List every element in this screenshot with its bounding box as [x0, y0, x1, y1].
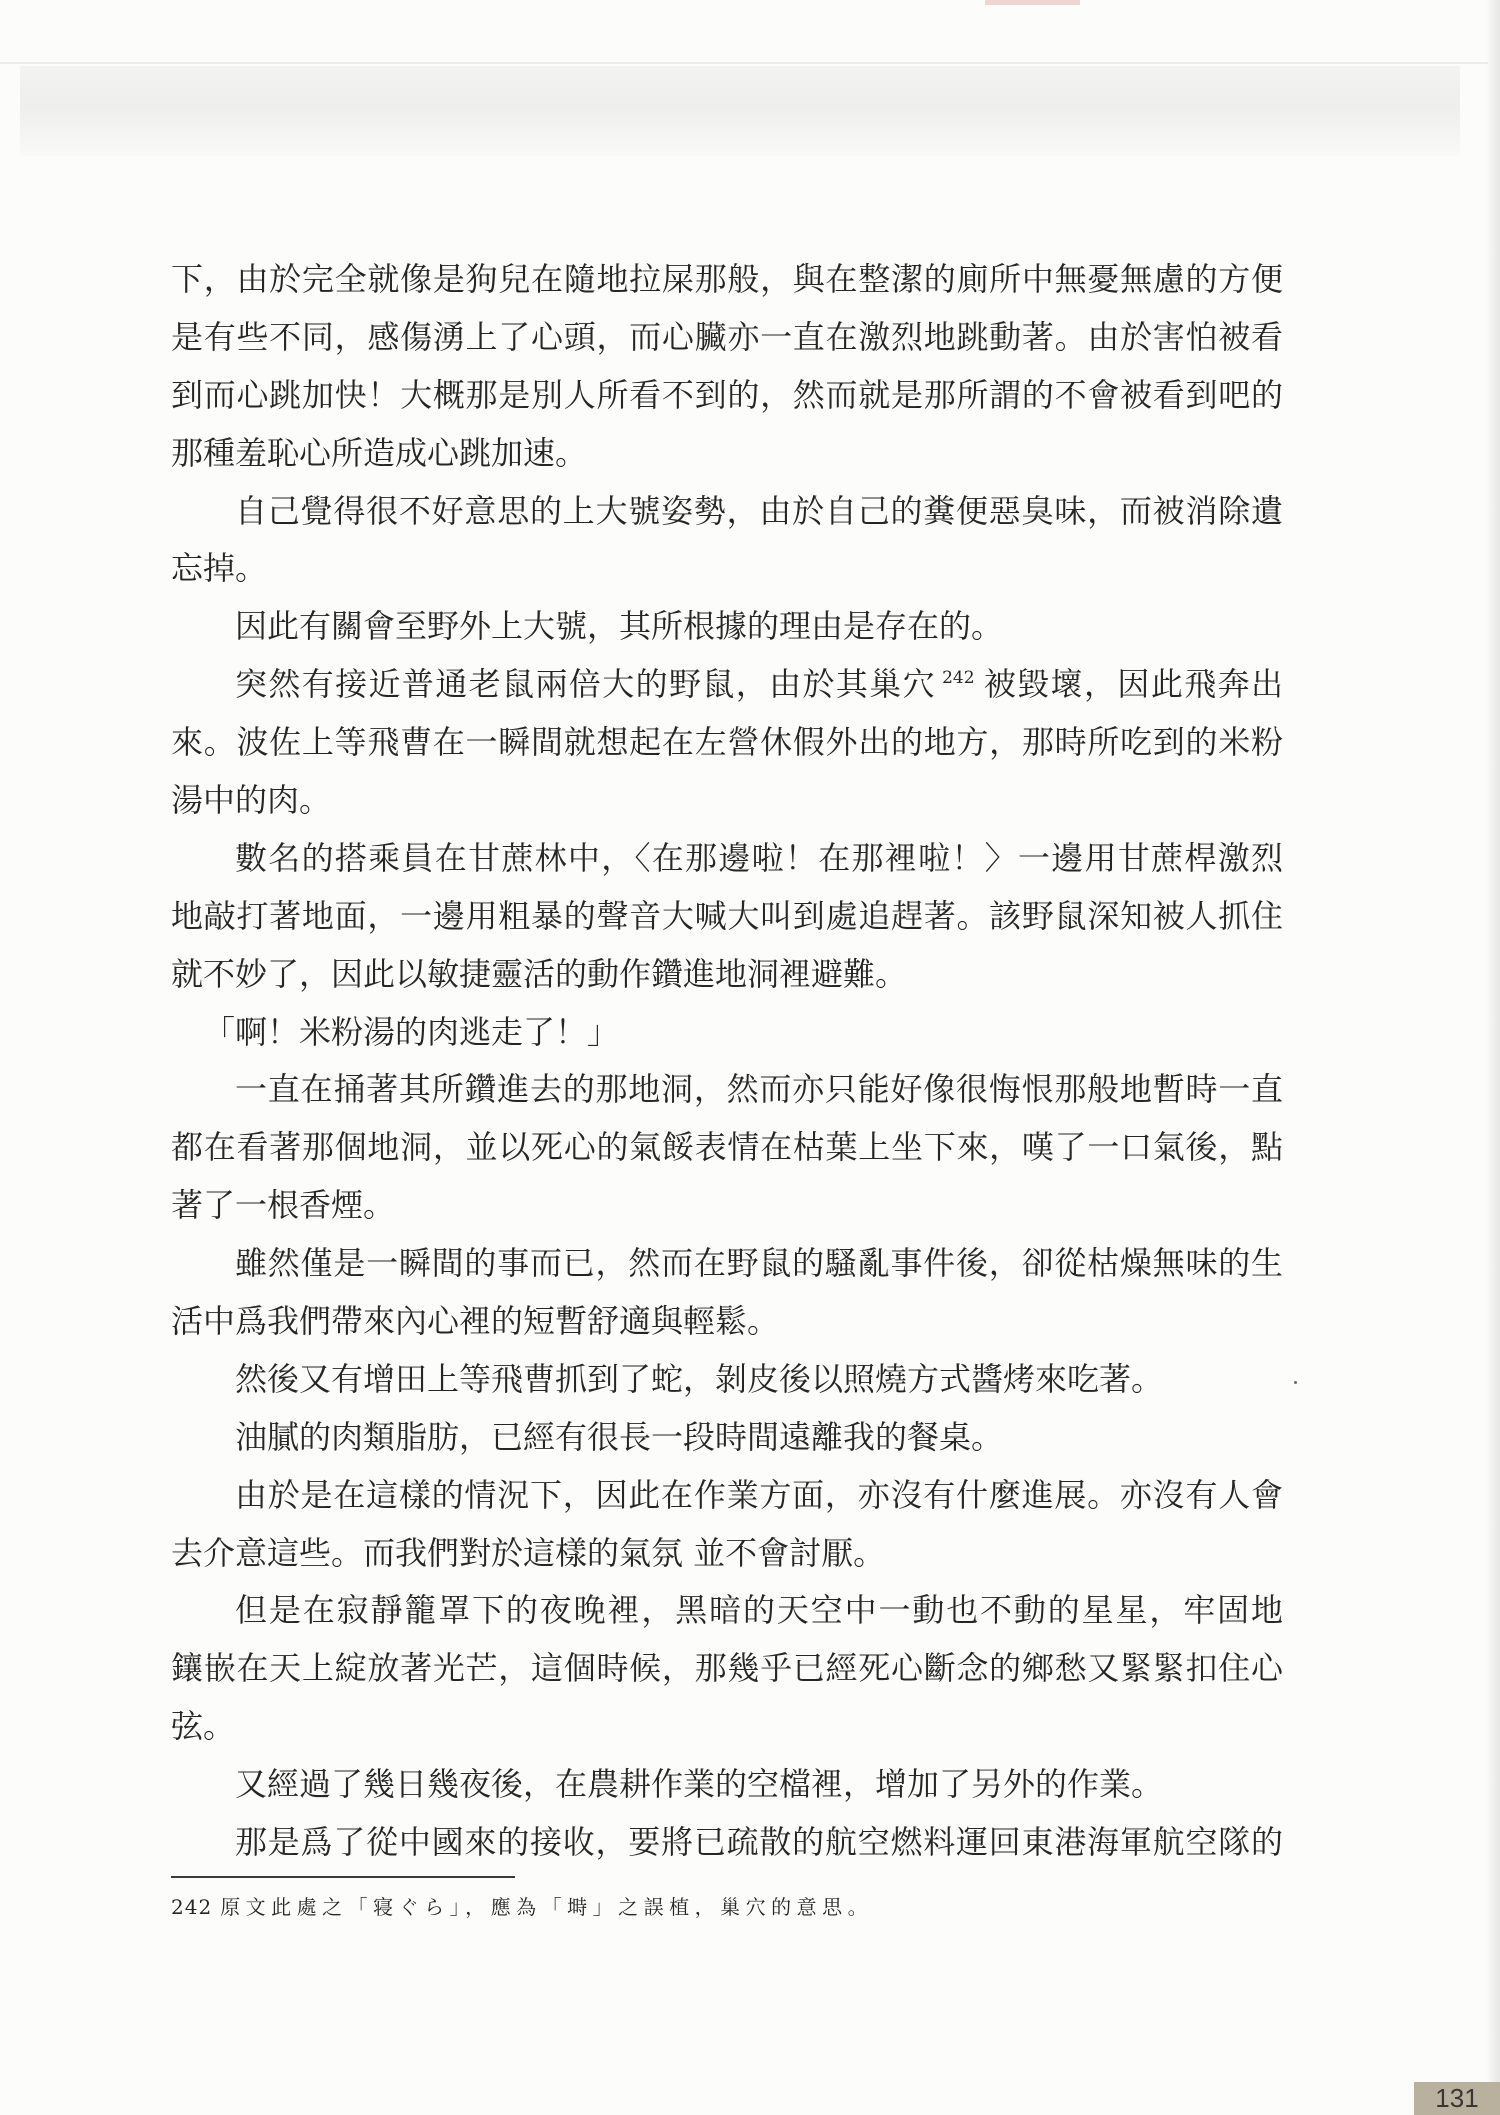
- paragraph: [171, 1814, 1283, 1872]
- text-line: 地敲打著地面，一邊用粗暴的聲音大喊大叫到處追趕著。該野鼠深知被人抓住: [171, 896, 1283, 935]
- paragraph: [171, 1409, 1283, 1467]
- footnote-divider: [171, 1876, 515, 1878]
- text-line: 湯中的肉。: [171, 781, 332, 820]
- paragraph: [171, 483, 1283, 599]
- text-line: 但是在寂靜籠罩下的夜晚裡，黑暗的天空中一動也不動的星星，牢固地: [235, 1591, 1283, 1630]
- text-line: 去介意這些。而我們對於這樣的氣氛 並不會討厭。: [171, 1533, 886, 1572]
- text-line: 著了一根香煙。: [171, 1186, 396, 1225]
- paragraph: [171, 830, 1283, 1004]
- text-line: 又經過了幾日幾夜後，在農耕作業的空檔裡，增加了另外的作業。: [235, 1765, 1164, 1804]
- text-line: 都在看著那個地洞，並以死心的氣餒表情在枯葉上坐下來，嘆了一口氣後，點: [171, 1128, 1283, 1167]
- text-line: 然後又有增田上等飛曹抓到了蛇，剝皮後以照燒方式醬烤來吃著。: [235, 1359, 1164, 1398]
- text-line: 是有些不同，感傷湧上了心頭，而心臟亦一直在激烈地跳動著。由於害怕被看: [171, 317, 1283, 356]
- text-line: 那種羞恥心所造成心跳加速。: [171, 433, 588, 472]
- footnote-number: 242: [171, 1895, 213, 1919]
- body-text: [171, 251, 1283, 1872]
- paragraph: [171, 656, 1283, 830]
- text-line: 自己覺得很不好意思的上大號姿勢，由於自己的糞便惡臭味，而被消除遺: [235, 491, 1283, 530]
- text-line: 雖然僅是一瞬間的事而已，然而在野鼠的騷亂事件後，卻從枯燥無味的生: [235, 1244, 1283, 1283]
- footnote: [171, 1893, 873, 1921]
- paragraph: [171, 1235, 1283, 1351]
- scan-page-edge: [1486, 0, 1500, 2115]
- text-line: 活中爲我們帶來內心裡的短暫舒適與輕鬆。: [171, 1302, 780, 1341]
- paragraph: [171, 598, 1283, 656]
- scan-mark: [985, 0, 1080, 5]
- text-segment: 被毀壞，因此飛奔出: [982, 665, 1283, 704]
- text-segment: 突然有接近普通老鼠兩倍大的野鼠，由於其巢穴: [235, 665, 937, 704]
- paragraph: [171, 251, 1283, 483]
- paragraph: [171, 1756, 1283, 1814]
- footnote-reference: 242: [942, 668, 975, 689]
- text-line: 因此有關會至野外上大號，其所根據的理由是存在的。: [235, 607, 1004, 646]
- page-number-badge: 131: [1414, 2082, 1500, 2115]
- text-line: 一直在捅著其所鑽進去的那地洞，然而亦只能好像很悔恨那般地暫時一直: [235, 1070, 1283, 1109]
- text-line: 油膩的肉類脂肪，已經有很長一段時間遠離我的餐桌。: [235, 1417, 1004, 1456]
- paragraph: [171, 1351, 1283, 1409]
- text-line: 那是爲了從中國來的接收，要將已疏散的航空燃料運回東港海軍航空隊的: [235, 1823, 1283, 1862]
- dialogue-line: 「啊！米粉湯的肉逃走了！」: [203, 1012, 620, 1051]
- dialogue-paragraph: [171, 1004, 1283, 1062]
- text-line: 由於是在這樣的情況下，因此在作業方面，亦沒有什麼進展。亦沒有人會: [235, 1475, 1283, 1514]
- text-line: 數名的搭乘員在甘蔗林中，〈在那邊啦！在那裡啦！〉一邊用甘蔗桿激烈: [235, 838, 1283, 877]
- scan-top-edge: [0, 62, 1488, 64]
- text-line: 弦。: [171, 1707, 236, 1746]
- paragraph: [171, 1467, 1283, 1583]
- text-line: 就不妙了，因此以敏捷靈活的動作鑽進地洞裡避難。: [171, 954, 908, 993]
- paragraph: [171, 1061, 1283, 1235]
- footnote-text: 原文此處之「寝ぐら」，應為「塒」之誤植，巢穴的意思。: [220, 1895, 874, 1919]
- text-line: 下，由於完全就像是狗兒在隨地拉屎那般，與在整潔的廁所中無憂無慮的方便: [171, 260, 1283, 298]
- scan-speck: [1294, 1381, 1297, 1384]
- text-line: 鑲嵌在天上綻放著光芒，這個時候，那幾乎已經死心斷念的鄉愁又緊緊扣住心: [171, 1649, 1283, 1688]
- text-line-with-footnote-ref: [171, 656, 1283, 714]
- text-line: 忘掉。: [171, 549, 268, 588]
- text-line: 來。波佐上等飛曹在一瞬間就想起在左營休假外出的地方，那時所吃到的米粉: [171, 723, 1283, 762]
- text-line: 到而心跳加快！大概那是別人所看不到的，然而就是那所謂的不會被看到吧的: [171, 375, 1283, 414]
- scan-bleed-band: [20, 66, 1460, 156]
- paragraph: [171, 1582, 1283, 1756]
